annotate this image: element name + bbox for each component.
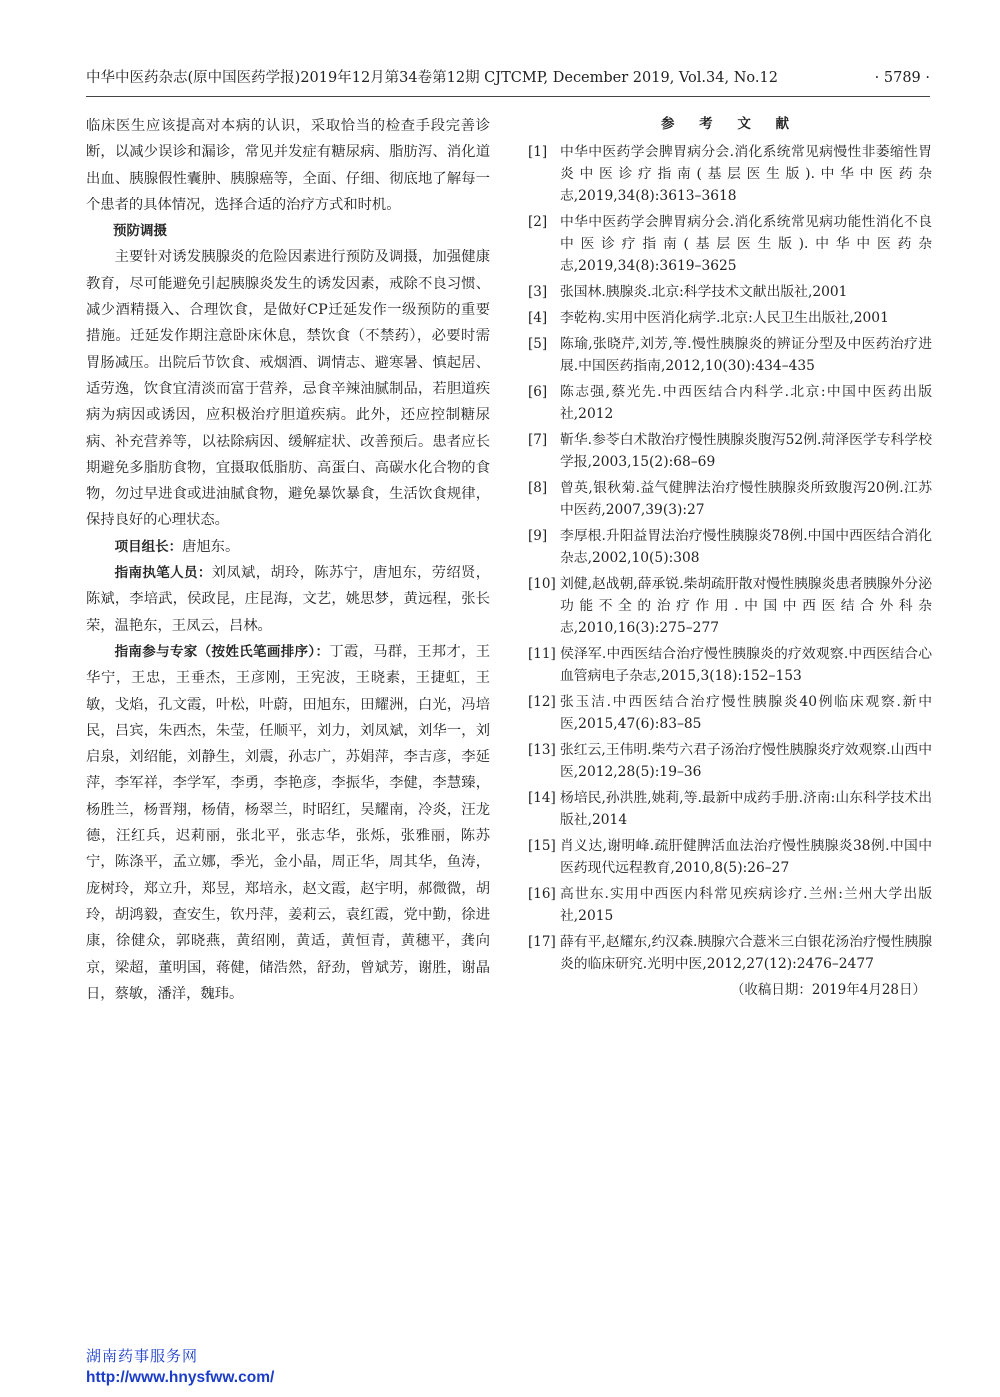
reference-text: 陈志强,蔡光先.中西医结合内科学.北京:中国中医药出版社,2012: [560, 384, 932, 422]
writers-list: 刘凤斌，胡玲，陈苏宁，唐旭东，劳绍贤，陈斌，李培武，侯政昆，庄昆海，文艺，姚思梦，黄远程，张长荣，温艳东，王凤云，吕林。: [86, 565, 491, 634]
reference-text: 靳华.参苓白术散治疗慢性胰腺炎腹泻52例.菏泽医学专科学校学报,2003,15(2):68–69: [560, 432, 932, 470]
reference-number: [15]: [528, 838, 556, 854]
reference-item: [528, 333, 932, 377]
reference-number: [6]: [528, 384, 548, 400]
reference-item: [528, 643, 932, 687]
reference-item: [528, 739, 932, 783]
reference-number: [11]: [528, 646, 556, 662]
reference-text: 陈瑜,张晓芹,刘芳,等.慢性胰腺炎的辨证分型及中医药治疗进展.中国医药指南,2012,10(30):434–435: [560, 336, 932, 374]
reference-number: [14]: [528, 790, 556, 806]
reference-item: [528, 381, 932, 425]
experts-paragraph: [86, 639, 490, 1007]
reference-number: [13]: [528, 742, 556, 758]
reference-number: [1]: [528, 144, 548, 160]
reference-item: [528, 883, 932, 927]
reference-text: 李乾构.实用中医消化病学.北京:人民卫生出版社,2001: [560, 310, 889, 326]
reference-text: 曾英,银秋菊.益气健脾法治疗慢性胰腺炎所致腹泻20例.江苏中医药,2007,39(3):27: [560, 480, 932, 518]
reference-text: 李厚根.升阳益胃法治疗慢性胰腺炎78例.中国中西医结合消化杂志,2002,10(5):308: [560, 528, 932, 566]
reference-number: [16]: [528, 886, 556, 902]
prevention-heading: 预防调摄: [113, 223, 167, 240]
reference-item: [528, 573, 932, 639]
reference-number: [17]: [528, 934, 556, 950]
footer-url-link[interactable]: http://www.hnysfww.com/: [86, 1369, 275, 1386]
references-title: 参 考 文 献: [660, 116, 800, 132]
received-date: （收稿日期：2019年4月28日）: [730, 982, 926, 998]
reference-number: [7]: [528, 432, 548, 448]
right-column: [528, 113, 932, 1001]
reference-text: 张玉洁.中西医结合治疗慢性胰腺炎40例临床观察.新中医,2015,47(6):83–85: [560, 694, 932, 732]
reference-list: [528, 141, 932, 975]
intro-paragraph: 临床医生应该提高对本病的认识，采取恰当的检查手段完善诊断，以减少误诊和漏诊，常见并发症有糖尿病、脂肪泻、消化道出血、胰腺假性囊肿、胰腺癌等，全面、仔细、彻底地了解每一个患者的具体情况，选择合适的治疗方式和时机。: [86, 118, 490, 213]
experts-list: 丁霞，马群，王邦才，王华宁，王忠，王垂杰，王彦刚，王宪波，王晓素，王捷虹，王敏，戈焰，孔文霞，叶松，叶蔚，田旭东，田耀洲，白光，冯培民，吕宾，朱西杰，朱莹，任顺平，刘力，刘凤斌，刘华一，刘启泉，刘绍能，刘静生，刘震，孙志广，苏娟萍，李吉彦，李延萍，李军祥，李学军，李勇，李艳彦，李振华，李健，李慧臻，杨胜兰，杨晋翔，杨倩，杨翠兰，时昭红，吴耀南，冷炎，汪龙德，汪红兵，迟莉丽，张北平，张志华，张烁，张雅丽，陈苏宁，陈涤平，孟立娜，季光，金小晶，周正华，周其华，鱼涛，庞树玲，郑立升，郑昱，郑培永，赵文霞，赵宇明，郝微微，胡玲，胡鸿毅，查安生，钦丹萍，姜莉云，袁红霞，党中勤，徐进康，徐健众，郭晓燕，黄绍刚，黄适，黄恒青，黄穗平，龚向京，梁超，董明国，蒋健，储浩然，舒劲，曾斌芳，谢胜，谢晶日，蔡敏，潘洋，魏玮。: [86, 643, 491, 1002]
project-leader-label: 项目组长：: [114, 538, 183, 555]
reference-text: 薛有平,赵耀东,约汉森.胰腺穴合薏米三白银花汤治疗慢性胰腺炎的临床研究.光明中医,2012,27(12):2476–2477: [560, 934, 932, 972]
reference-number: [4]: [528, 310, 548, 326]
running-header: [86, 68, 930, 92]
prevention-paragraph: 主要针对诱发胰腺炎的危险因素进行预防及调摄，加强健康教育，尽可能避免引起胰腺炎发生的诱发因素，戒除不良习惯、减少酒精摄入、合理饮食，是做好CP迁延发作一级预防的重要措施。迁延发作期注意卧床休息，禁饮食（不禁药），必要时需胃肠减压。出院后节饮食、戒烟酒、调情志、避寒暑、慎起居、适劳逸，饮食宜清淡而富于营养，忌食辛辣油腻制品，若胆道疾病为病因或诱因，应积极治疗胆道疾病。此外，还应控制糖尿病、补充营养等，以祛除病因、缓解症状、改善预后。患者应长期避免多脂肪食物，宜摄取低脂肪、高蛋白、高碳水化合物的食物，勿过早进食或进油腻食物，避免暴饮暴食，生活饮食规律，保持良好的心理状态。: [86, 249, 490, 529]
journal-citation: 中华中医药杂志(原中国医药学报)2019年12月第34卷第12期 CJTCMP, December 2019, Vol.34, No.12: [86, 70, 778, 86]
reference-text: 刘健,赵战朝,薛承锐.柴胡疏肝散对慢性胰腺炎患者胰腺外分泌功能不全的治疗作用.中国中西医结合外科杂志,2010,16(3):275–277: [560, 576, 932, 636]
writers-label: 指南执笔人员：: [114, 565, 212, 582]
reference-text: 张国林.胰腺炎.北京:科学技术文献出版社,2001: [560, 284, 848, 300]
reference-text: 肖义达,谢明峰.疏肝健脾活血法治疗慢性胰腺炎38例.中国中医药现代远程教育,2010,8(5):26–27: [560, 838, 932, 876]
reference-number: [12]: [528, 694, 556, 710]
experts-label: 指南参与专家（按姓氏笔画排序）：: [114, 643, 330, 660]
reference-item: [528, 307, 932, 329]
left-column: [86, 113, 490, 1007]
reference-number: [5]: [528, 336, 548, 352]
header-rule: [86, 96, 930, 97]
writers-paragraph: [86, 560, 490, 639]
reference-item: [528, 281, 932, 303]
reference-text: 中华中医药学会脾胃病分会.消化系统常见病功能性消化不良中医诊疗指南(基层医生版).中华中医药杂志,2019,34(8):3619–3625: [560, 214, 932, 274]
reference-item: [528, 691, 932, 735]
reference-item: [528, 211, 932, 277]
reference-text: 中华中医药学会脾胃病分会.消化系统常见病慢性非萎缩性胃炎中医诊疗指南(基层医生版).中华中医药杂志,2019,34(8):3613–3618: [560, 144, 932, 204]
reference-item: [528, 477, 932, 521]
project-leader-name: 唐旭东。: [182, 538, 240, 555]
reference-item: [528, 429, 932, 473]
reference-text: 张红云,王伟明.柴芍六君子汤治疗慢性胰腺炎疗效观察.山西中医,2012,28(5):19–36: [560, 742, 932, 780]
reference-number: [2]: [528, 214, 548, 230]
reference-number: [3]: [528, 284, 548, 300]
reference-text: 高世东.实用中西医内科常见疾病诊疗.兰州:兰州大学出版社,2015: [560, 886, 932, 924]
reference-item: [528, 525, 932, 569]
reference-item: [528, 931, 932, 975]
reference-item: [528, 835, 932, 879]
reference-number: [8]: [528, 480, 548, 496]
footer-site-name: 湖南药事服务网: [86, 1347, 199, 1365]
reference-item: [528, 141, 932, 207]
reference-item: [528, 787, 932, 831]
footer: [86, 1345, 274, 1389]
project-leader-paragraph: [86, 534, 490, 560]
reference-text: 杨培民,孙洪胜,姚莉,等.最新中成药手册.济南:山东科学技术出版社,2014: [560, 790, 932, 828]
reference-number: [9]: [528, 528, 548, 544]
page-number: · 5789 ·: [874, 70, 930, 86]
reference-number: [10]: [528, 576, 556, 592]
reference-text: 侯泽军.中西医结合治疗慢性胰腺炎的疗效观察.中西医结合心血管病电子杂志,2015,3(18):152–153: [560, 646, 932, 684]
